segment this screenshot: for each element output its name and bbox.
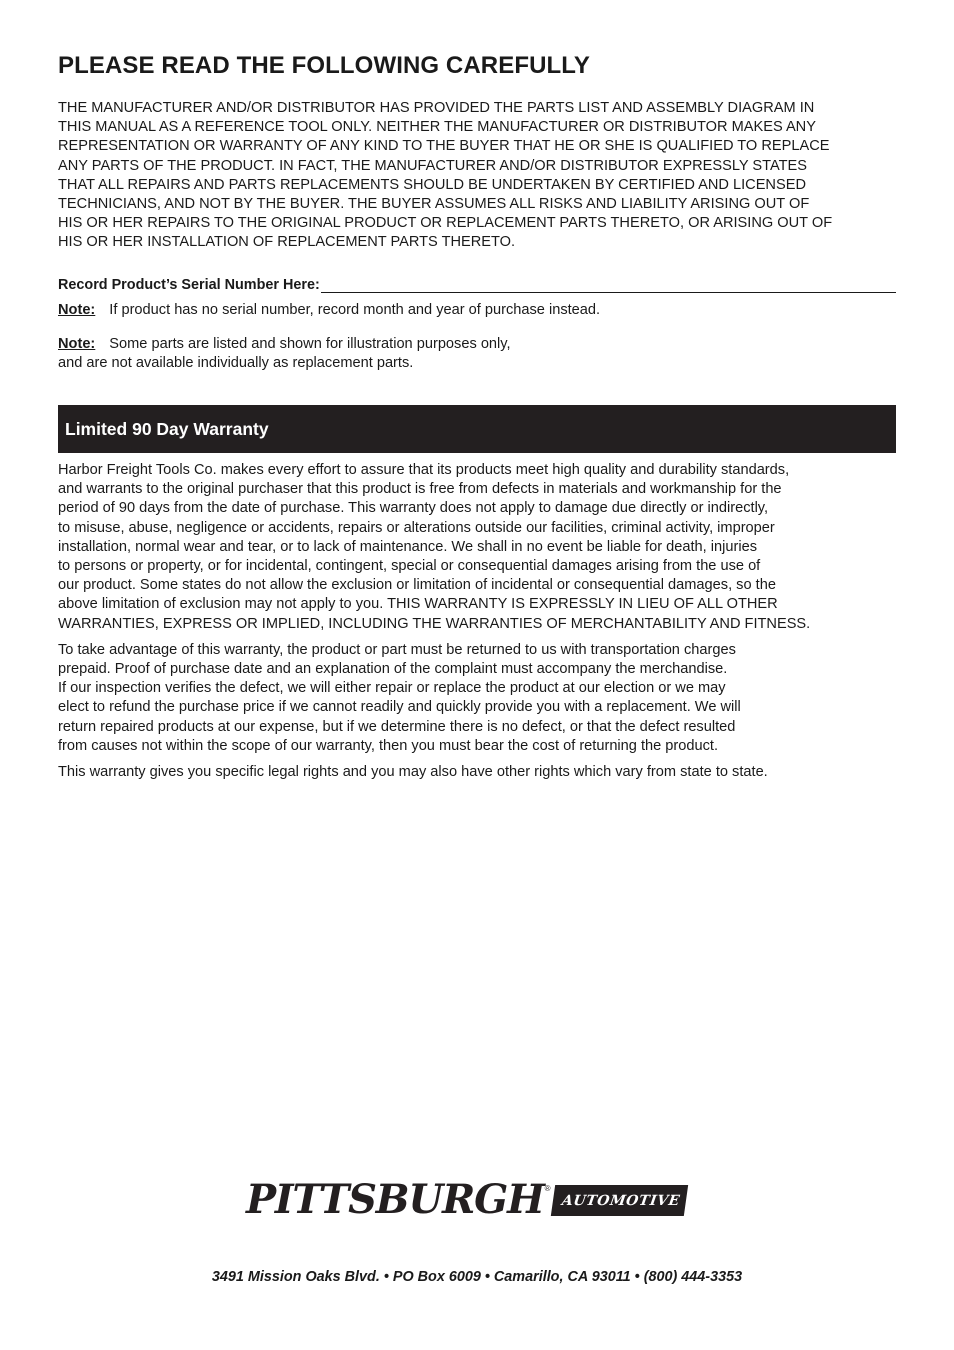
warranty-line: WARRANTIES, EXPRESS OR IMPLIED, INCLUDING THE WARRANTIES OF MERCHANTABILITY AND FITNESS.	[58, 615, 811, 632]
footer-address: 3491 Mission Oaks Blvd. • PO Box 6009 • Camarillo, CA 93011 • (800) 444-3353	[211, 1269, 743, 1285]
warranty-line: above limitation of exclusion may not apply to you. THIS WARRANTY IS EXPRESSLY IN LIEU OF ALL OTHER	[58, 596, 778, 613]
disclaimer-line: THAT ALL REPAIRS AND PARTS REPLACEMENTS SHOULD BE UNDERTAKEN BY CERTIFIED AND LICENSED	[58, 176, 806, 193]
warranty-line: This warranty gives you specific legal rights and you may also have other rights which vary from state to state.	[58, 764, 768, 781]
note-text: If product has no serial number, record month and year of purchase instead.	[109, 302, 601, 318]
disclaimer-line: ANY PARTS OF THE PRODUCT. IN FACT, THE MANUFACTURER AND/OR DISTRIBUTOR EXPRESSLY STATES	[58, 157, 808, 174]
disclaimer-paragraph	[58, 99, 896, 253]
warranty-line: Harbor Freight Tools Co. makes every effort to assure that its products meet high quality and durability standards,	[58, 462, 790, 478]
note-label: Note:	[58, 302, 96, 318]
warranty-paragraph	[58, 461, 896, 634]
warranty-line: elect to refund the purchase price if we cannot readily and quickly provide you with a replacement. We will	[58, 699, 741, 716]
warranty-line: To take advantage of this warranty, the product or part must be returned to us with transportation charges	[58, 641, 736, 658]
warranty-line: to persons or property, or for incidental, contingent, special or consequential damages arising from the use of	[58, 558, 761, 575]
warranty-heading: Limited 90 Day Warranty	[65, 418, 269, 439]
page-title: PLEASE READ THE FOLLOWING CAREFULLY	[58, 52, 590, 79]
warranty-paragraph	[58, 641, 896, 756]
note-parts	[58, 335, 896, 373]
note-text: Some parts are listed and shown for illustration purposes only,	[109, 336, 511, 352]
warranty-line: return repaired products at our expense, but if we determine there is no defect, or that the defect resulted	[58, 718, 736, 735]
warranty-line: our product. Some states do not allow the exclusion or limitation of incidental or consequential damages, so the	[58, 577, 776, 594]
warranty-heading-banner	[58, 405, 896, 453]
note-serial	[58, 301, 896, 320]
disclaimer-line: THE MANUFACTURER AND/OR DISTRIBUTOR HAS PROVIDED THE PARTS LIST AND ASSEMBLY DIAGRAM IN	[58, 100, 815, 116]
warranty-line: period of 90 days from the date of purchase. This warranty does not apply to damage due directly or indirectly,	[58, 500, 769, 517]
disclaimer-line: THIS MANUAL AS A REFERENCE TOOL ONLY. NEITHER THE MANUFACTURER OR DISTRIBUTOR MAKES ANY	[58, 119, 816, 136]
warranty-body	[58, 461, 896, 789]
note-text: and are not available individually as replacement parts.	[58, 355, 414, 372]
note-label: Note:	[58, 336, 96, 352]
disclaimer-line: HIS OR HER REPAIRS TO THE ORIGINAL PRODUCT OR REPLACEMENT PARTS THERETO, OR ARISING OUT OF	[58, 215, 833, 232]
serial-number-write-line[interactable]	[321, 276, 896, 293]
warranty-line: If our inspection verifies the defect, we will either repair or replace the product at our election or we may	[58, 680, 726, 697]
warranty-line: prepaid. Proof of purchase date and an explanation of the complaint must accompany the merchandise.	[58, 661, 728, 678]
warranty-line: to misuse, abuse, negligence or accidents, repairs or alterations outside our facilities, criminal activity, improper	[58, 519, 775, 536]
disclaimer-line: REPRESENTATION OR WARRANTY OF ANY KIND TO THE BUYER THAT HE OR SHE IS QUALIFIED TO REPLACE	[58, 138, 830, 155]
disclaimer-line: TECHNICIANS, AND NOT BY THE BUYER. THE BUYER ASSUMES ALL RISKS AND LIABILITY ARISING OUT OF	[58, 196, 810, 213]
logo-sub-brand-badge: AUTOMOTIVE	[550, 1185, 687, 1216]
pittsburgh-automotive-logo	[246, 1176, 712, 1224]
logo-brand-wordmark: PITTSBURGH	[246, 1176, 544, 1223]
warranty-line: installation, normal wear and tear, or to lack of maintenance. We shall in no event be liable for death, injuries	[58, 538, 758, 555]
serial-number-label: Record Product’s Serial Number Here:	[58, 277, 320, 293]
disclaimer-line: HIS OR HER INSTALLATION OF REPLACEMENT PARTS THERETO.	[58, 234, 516, 251]
warranty-paragraph	[58, 763, 896, 782]
serial-number-field	[58, 276, 896, 293]
warranty-line: and warrants to the original purchaser that this product is free from defects in materials and workmanship for the	[58, 481, 782, 498]
registered-mark: ®	[544, 1184, 551, 1193]
warranty-line: from causes not within the scope of our warranty, then you must bear the cost of returning the product.	[58, 737, 719, 754]
